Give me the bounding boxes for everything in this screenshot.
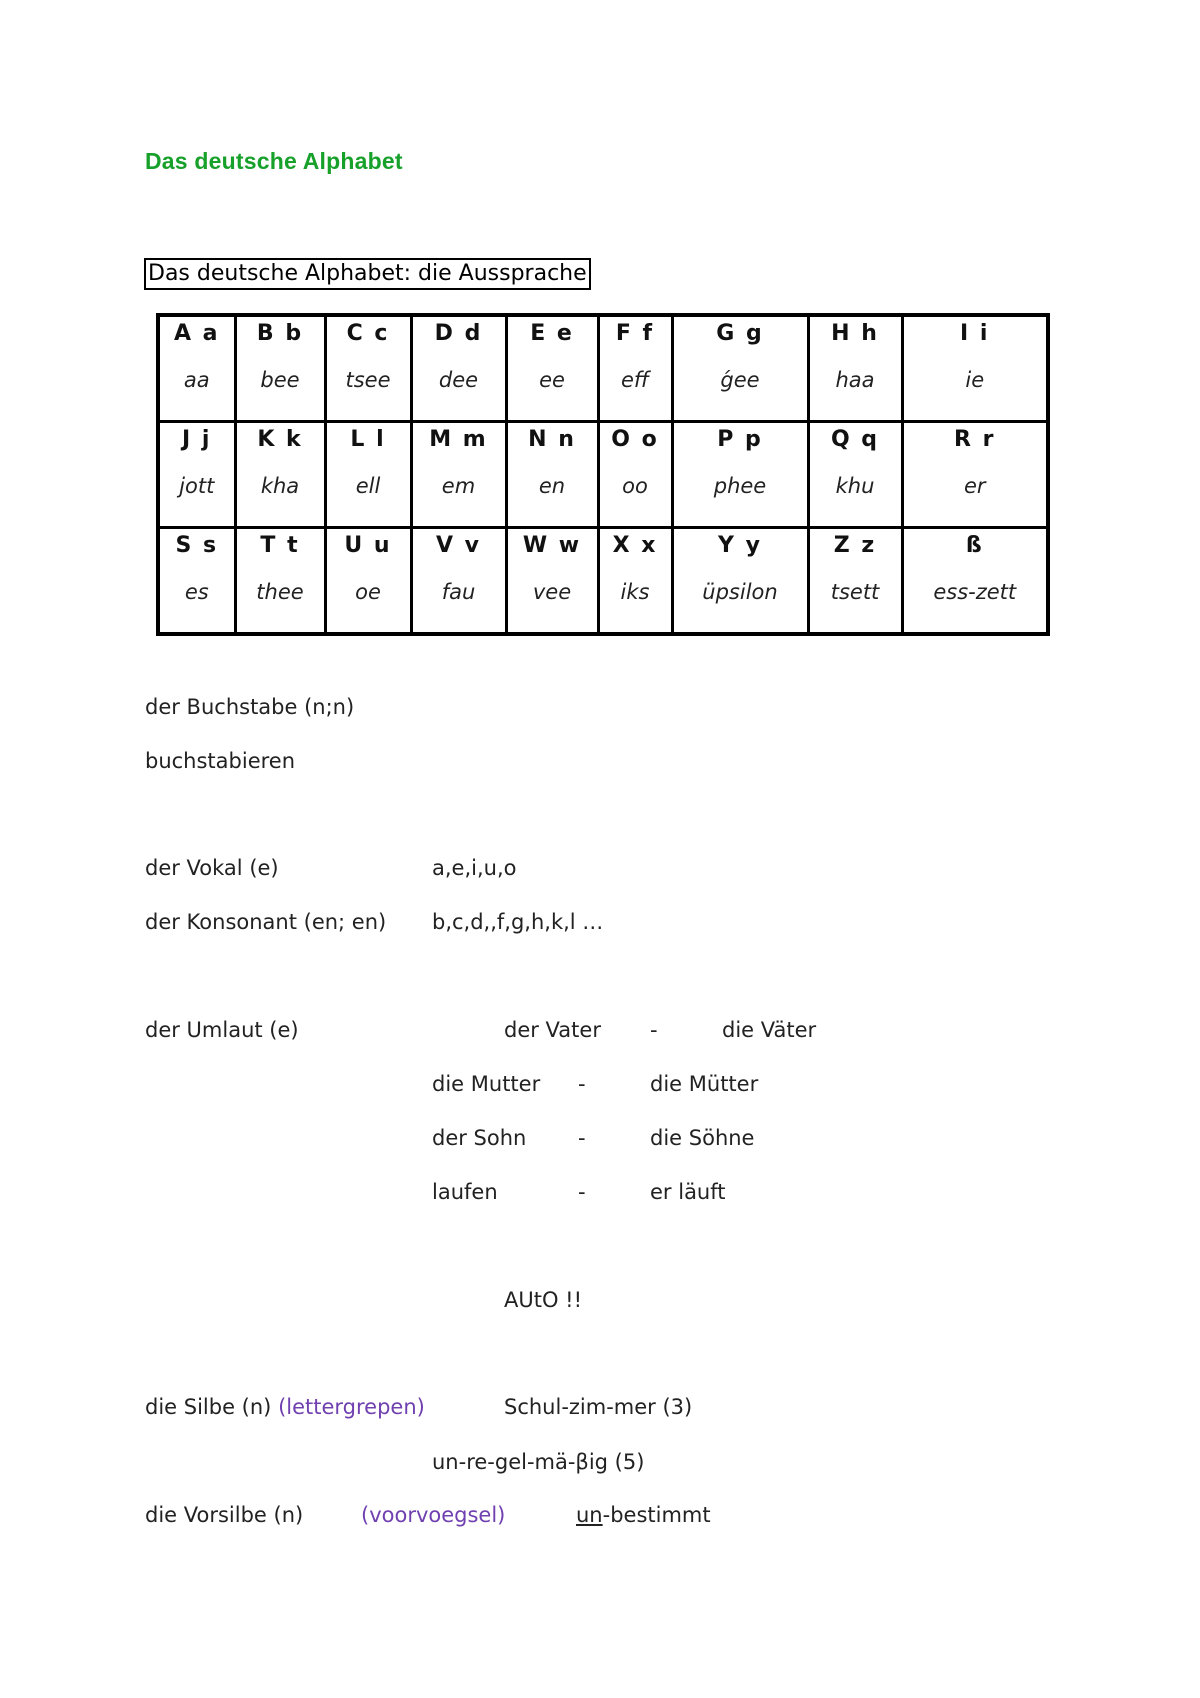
pronunciation: em bbox=[441, 474, 476, 498]
pronunciation: aa bbox=[183, 368, 210, 392]
alphabet-cell bbox=[808, 528, 902, 635]
letter: O o bbox=[611, 427, 659, 452]
term-buchstabieren: buchstabieren bbox=[145, 749, 296, 773]
pronunciation: es bbox=[184, 580, 209, 604]
umlaut-plural: die Söhne bbox=[650, 1126, 755, 1150]
pronunciation: fau bbox=[441, 580, 476, 604]
term-silbe bbox=[145, 1394, 425, 1420]
alphabet-cell bbox=[506, 422, 598, 528]
letter: C c bbox=[346, 321, 390, 346]
letter: K k bbox=[257, 427, 303, 452]
umlaut-dash: - bbox=[578, 1126, 586, 1150]
pronunciation: bee bbox=[260, 368, 300, 392]
letter: D d bbox=[434, 321, 483, 346]
auto-example: AUtO !! bbox=[504, 1288, 583, 1312]
umlaut-dash: - bbox=[650, 1018, 658, 1042]
pronunciation: ell bbox=[355, 474, 381, 498]
umlaut-singular: die Mutter bbox=[432, 1072, 541, 1096]
umlaut-dash: - bbox=[578, 1180, 586, 1204]
letter: S s bbox=[175, 533, 219, 558]
alphabet-cell bbox=[235, 422, 325, 528]
pronunciation: kha bbox=[260, 474, 300, 498]
letter: Y y bbox=[718, 533, 762, 558]
letter: B b bbox=[256, 321, 304, 346]
pronunciation: en bbox=[538, 474, 566, 498]
alphabet-cell bbox=[158, 422, 235, 528]
alphabet-cell bbox=[598, 528, 672, 635]
letter: A a bbox=[173, 321, 220, 346]
letter: Q q bbox=[830, 427, 880, 452]
alphabet-cell bbox=[506, 315, 598, 422]
alphabet-cell bbox=[506, 528, 598, 635]
pronunciation: eff bbox=[620, 368, 650, 392]
letter: G g bbox=[716, 321, 764, 346]
alphabet-cell bbox=[411, 315, 506, 422]
silbe-label: die Silbe (n) bbox=[145, 1395, 272, 1419]
alphabet-cell bbox=[902, 315, 1048, 422]
konsonant-example: b,c,d,,f,g,h,k,l … bbox=[432, 910, 604, 934]
pronunciation: oe bbox=[355, 580, 381, 604]
letter: F f bbox=[615, 321, 655, 346]
letter: U u bbox=[344, 533, 392, 558]
pronunciation: vee bbox=[532, 580, 572, 604]
term-konsonant: der Konsonant (en; en) bbox=[145, 910, 387, 934]
silbe-translation: (lettergrepen) bbox=[278, 1395, 425, 1419]
umlaut-singular: der Sohn bbox=[432, 1126, 527, 1150]
alphabet-cell bbox=[598, 422, 672, 528]
umlaut-dash: - bbox=[578, 1072, 586, 1096]
vokal-example: a,e,i,u,o bbox=[432, 856, 517, 880]
pronunciation: tsee bbox=[345, 368, 391, 392]
pronunciation: tsett bbox=[830, 580, 880, 604]
alphabet-cell bbox=[808, 422, 902, 528]
pronunciation: ee bbox=[539, 368, 565, 392]
alphabet-row bbox=[158, 422, 1048, 528]
letter: H h bbox=[831, 321, 879, 346]
letter: E e bbox=[530, 321, 574, 346]
silbe-example-1: Schul-zim-mer (3) bbox=[504, 1395, 693, 1419]
pronunciation: er bbox=[963, 474, 986, 498]
umlaut-plural: er läuft bbox=[650, 1180, 726, 1204]
pronunciation: oo bbox=[622, 474, 648, 498]
alphabet-cell bbox=[672, 528, 808, 635]
pronunciation: phee bbox=[713, 474, 767, 498]
pronunciation: ess-zett bbox=[933, 580, 1017, 604]
umlaut-singular: der Vater bbox=[504, 1018, 601, 1042]
pronunciation: khu bbox=[835, 474, 875, 498]
alphabet-cell bbox=[235, 315, 325, 422]
alphabet-cell bbox=[411, 528, 506, 635]
pronunciation: ǵee bbox=[720, 368, 760, 392]
silbe-example-2: un-re-gel-mä-βig (5) bbox=[432, 1450, 645, 1474]
alphabet-cell bbox=[672, 422, 808, 528]
alphabet-row bbox=[158, 315, 1048, 422]
alphabet-cell bbox=[902, 528, 1048, 635]
letter: R r bbox=[954, 427, 996, 452]
letter: Z z bbox=[833, 533, 877, 558]
term-umlaut: der Umlaut (e) bbox=[145, 1018, 299, 1042]
term-vorsilbe: die Vorsilbe (n) bbox=[145, 1503, 304, 1527]
alphabet-cell bbox=[235, 528, 325, 635]
pronunciation: jott bbox=[179, 474, 215, 498]
letter: ß bbox=[965, 533, 984, 558]
alphabet-cell bbox=[672, 315, 808, 422]
letter: T t bbox=[260, 533, 300, 558]
term-vokal: der Vokal (e) bbox=[145, 856, 279, 880]
alphabet-cell bbox=[158, 528, 235, 635]
alphabet-table bbox=[156, 313, 1050, 636]
section-heading: Das deutsche Alphabet: die Aussprache bbox=[144, 258, 591, 290]
letter: J j bbox=[182, 427, 212, 452]
alphabet-cell bbox=[902, 422, 1048, 528]
letter: I i bbox=[960, 321, 990, 346]
alphabet-cell bbox=[325, 422, 411, 528]
alphabet-row bbox=[158, 528, 1048, 635]
pronunciation: ie bbox=[965, 368, 985, 392]
letter: V v bbox=[435, 533, 482, 558]
letter: M m bbox=[429, 427, 488, 452]
letter: L l bbox=[350, 427, 386, 452]
letter: N n bbox=[528, 427, 576, 452]
pronunciation: iks bbox=[620, 580, 650, 604]
pronunciation: dee bbox=[438, 368, 479, 392]
umlaut-plural: die Väter bbox=[722, 1018, 817, 1042]
alphabet-cell bbox=[325, 315, 411, 422]
pronunciation: haa bbox=[835, 368, 875, 392]
alphabet-cell bbox=[325, 528, 411, 635]
letter: X x bbox=[612, 533, 658, 558]
alphabet-cell bbox=[411, 422, 506, 528]
term-buchstabe: der Buchstabe (n;n) bbox=[145, 695, 355, 719]
alphabet-cell bbox=[598, 315, 672, 422]
vorsilbe-prefix: un bbox=[576, 1503, 603, 1527]
vorsilbe-example bbox=[576, 1502, 711, 1528]
letter: P p bbox=[717, 427, 763, 452]
umlaut-singular: laufen bbox=[432, 1180, 498, 1204]
page-title: Das deutsche Alphabet bbox=[145, 148, 403, 174]
alphabet-cell bbox=[808, 315, 902, 422]
umlaut-plural: die Mütter bbox=[650, 1072, 759, 1096]
alphabet-cell bbox=[158, 315, 235, 422]
pronunciation: üpsilon bbox=[702, 580, 778, 604]
vorsilbe-translation: (voorvoegsel) bbox=[361, 1503, 506, 1527]
vorsilbe-rest: -bestimmt bbox=[602, 1503, 711, 1527]
pronunciation: thee bbox=[256, 580, 304, 604]
letter: W w bbox=[522, 533, 582, 558]
